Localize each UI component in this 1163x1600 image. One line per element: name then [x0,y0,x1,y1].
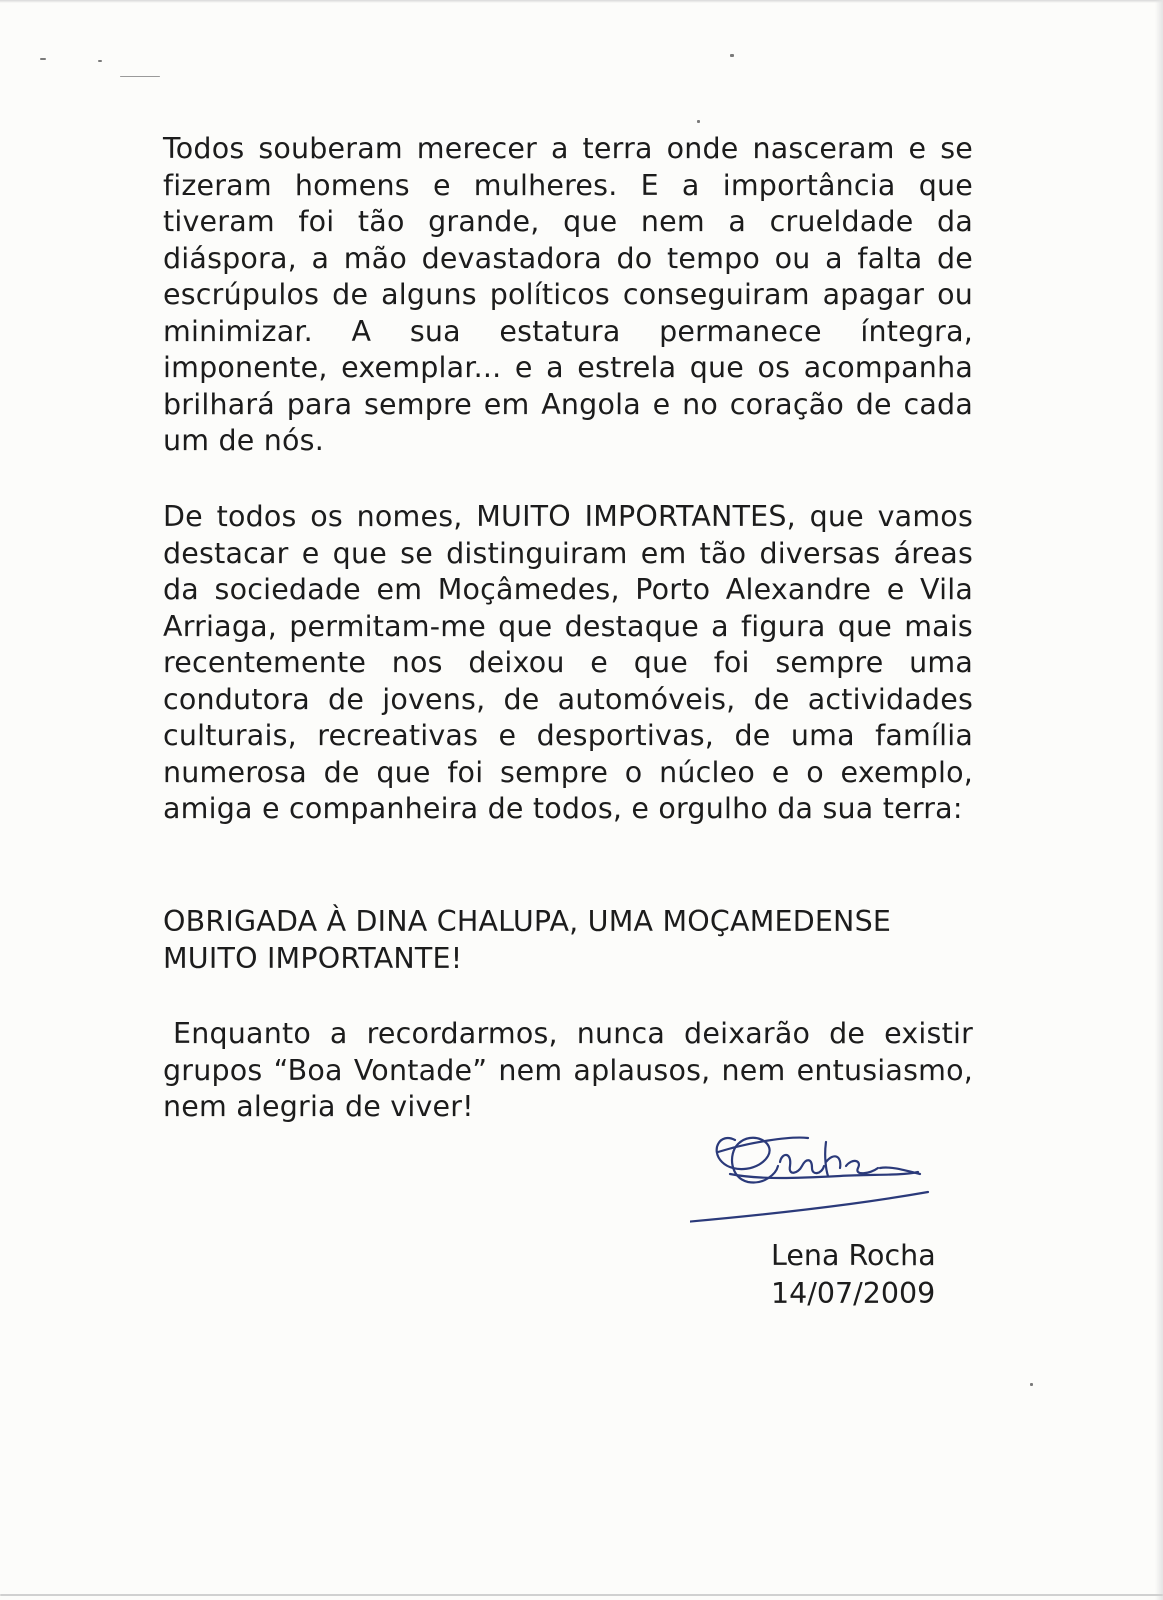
paragraph-thanks: OBRIGADA À DINA CHALUPA, UMA MOÇAMEDENSE MUITO IMPORTANTE! [163,905,892,975]
scan-speck [730,54,734,57]
paragraph-closing: Enquanto a recordarmos, nunca deixarão de existir grupos “Boa Vontade” nem aplausos, nem entusiasmo, nem alegria de viver! [163,1017,973,1123]
scan-speck [0,1594,1163,1596]
scan-edge-top [0,0,1163,3]
author-name: Lena Rocha [771,1239,936,1272]
scan-speck [120,76,160,77]
scan-speck [697,120,700,123]
scan-speck [1030,1383,1033,1386]
paragraph-tribute: Todos souberam merecer a terra onde nasceram e se fizeram homens e mulheres. E a importância que tiveram foi tão grande, que nem a crueldade da diáspora, a mão devastadora do tempo ou a falta de escrúpulos de alguns políticos conseguiram apagar ou minimizar. A sua estatura permanece íntegra, imponente, exemplar... e a estrela que os acompanha brilhará para sempre em Angola e no coração de cada um de nós. [163,132,973,457]
scan-edge-right [1155,0,1163,1600]
scan-speck [98,60,102,62]
scan-speck [40,58,46,60]
signature-date: 14/07/2009 [771,1277,936,1310]
handwritten-signature [690,1122,940,1242]
paragraph-important-names: De todos os nomes, MUITO IMPORTANTES, que vamos destacar e que se distinguiram em tão diversas áreas da sociedade em Moçâmedes, Porto Alexandre e Vila Arriaga, permitam-me que destaque a figura que mais recentemente nos deixou e que foi sempre uma condutora de jovens, de automóveis, de actividades culturais, recreativas e desportivas, de uma família numerosa de que foi sempre o núcleo e o exemplo, amiga e companheira de todos, e orgulho da sua terra: [163,500,973,825]
